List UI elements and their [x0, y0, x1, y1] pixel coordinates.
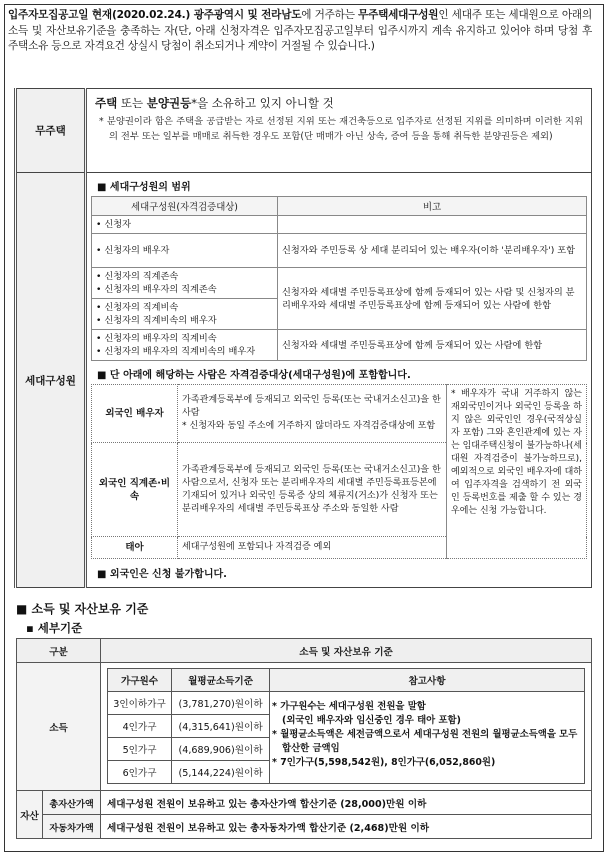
foreign-side-note: * 배우자가 국내 거주하지 않는 재외국민이거나 외국인 등록을 하지 않은 외국인인 경우(국적상실자 포함) 그와 혼인관계에 있는 자는 임대주택신청이 불가능하나(세대원 자격검증이 불가능하므로), 예외적으로 외국인 배우자에 대하여 입주자격을 검색하기 전 외국인 등록번호를 제출 할 수 있는 경우에는 신청 가능합니다. [447, 385, 587, 559]
section-title: ■ 소득 및 자산보유 기준 [16, 602, 149, 616]
household-scope-table [91, 196, 587, 361]
fetus-text: 세대구성원에 포함되나 자격검증 예외 [178, 537, 447, 559]
household-scope-title: ■ 세대구성원의 범위 [97, 182, 191, 193]
income-members: 4인가구 [108, 715, 172, 738]
no-house-title-b: 또는 [117, 96, 147, 110]
member-cell [92, 216, 278, 234]
intro-text: 에 거주하는 [301, 9, 359, 21]
ref-larger-households: * 7인가구(5,598,542원), 8인가구(6,052,860원) [272, 757, 496, 768]
col-type-header: 구분 [17, 639, 101, 663]
col-members-header: 가구원수 [108, 669, 172, 692]
no-house-note: * 분양권이라 함은 주택을 공급받는 자로 선정된 지위 또는 재건축등으로 입주자로 선정된 지위를 의미하며 이러한 지위의 전부 또는 일부를 매매로 취득한 경우도 포함(단 매매가 아닌 상속, 증여 등을 통해 취득한 분양권등은 제외) [99, 116, 583, 142]
member-item: • 신청자의 직계비속의 배우자 [96, 314, 273, 327]
no-house-title-a: 주택 [95, 96, 118, 110]
include-title: ■ 단 아래에 해당하는 사람은 자격검증대상(세대구성원)에 포함합니다. [97, 370, 411, 381]
member-cell [92, 268, 278, 299]
col-member-header: 세대구성원(자격검증대상) [92, 197, 278, 216]
household-label: 세대구성원 [16, 173, 86, 588]
income-members: 5인가구 [108, 738, 172, 761]
income-members: 6인가구 [108, 761, 172, 784]
foreign-ban: ■ 외국인은 신청 불가합니다. [97, 569, 227, 580]
no-house-title [87, 89, 591, 113]
income-amount: (3,781,270)원이하 [172, 692, 270, 715]
member-item: • 신청자의 배우자의 직계존속 [96, 283, 273, 296]
ref-monthly: * 월평균소득액은 세전금액으로서 세대구성원 전원의 월평균소득액을 모두 합산한 금액임 [272, 729, 578, 754]
member-cell [92, 330, 278, 361]
asset-label: 자산 [17, 791, 43, 839]
income-amount: (5,144,224)원이하 [172, 761, 270, 784]
eligibility-table [14, 88, 592, 588]
income-subtable [107, 668, 585, 784]
col-note-header: 비고 [278, 197, 587, 216]
foreign-spouse-text: 가족관계등록부에 등재되고 외국인 등록(또는 국내거소신고)을 한 사람 * 신청자와 동일 주소에 거주하지 않더라도 자격검증대상에 포함 [178, 385, 447, 443]
income-label: 소득 [17, 663, 101, 791]
income-content [101, 663, 592, 791]
member-note [278, 216, 587, 234]
intro-keyword: 무주택세대구성원 [358, 9, 439, 21]
income-amount: (4,689,906)원이하 [172, 738, 270, 761]
income-asset-table [16, 638, 592, 839]
member-cell [92, 234, 278, 268]
household-content [86, 173, 592, 588]
fetus-label: 태아 [92, 537, 178, 559]
income-amount: (4,315,641)원이하 [172, 715, 270, 738]
intro-text-rest: 인 세대주 또는 세대원으로 아래의 소득 및 자산보유기준을 충족하는 자(단, 아래 신청자격은 입주자모집공고일부터 입주시까지 계속 유지하고 있어야 하며 당첨 후 주택소유 등으로 자격요건 상실시 당첨이 취소되거나 계약이 거절될 수 있습니다.) [8, 9, 592, 53]
foreign-spouse-label: 외국인 배우자 [92, 385, 178, 443]
member-item: • 신청자의 직계비속 [96, 301, 273, 314]
car-label: 자동차가액 [43, 815, 101, 839]
foreign-lineal-label: 외국인 직계존·비속 [92, 443, 178, 537]
car-text: 세대구성원 전원이 보유하고 있는 총자동차가액 합산기준 (2,468)만원 이하 [101, 815, 592, 839]
income-members: 3인이하가구 [108, 692, 172, 715]
no-house-title-c: 분양권등 [146, 96, 192, 110]
foreign-lineal-text: 가족관계등록부에 등재되고 외국인 등록(또는 국내거소신고)을 한 사람으로서, 신청자 또는 분리배우자의 세대별 주민등록표등본에 기재되어 있거나 외국인 등록증 상의 체류지(거소)가 신청자 또는 분리배우자의 세대별 주민등록표상 주소와 동일한 사람 [178, 443, 447, 537]
col-ref-header: 참고사항 [270, 669, 585, 692]
no-house-title-d: *을 소유하고 있지 아니할 것 [191, 96, 334, 110]
subsection-title: ▪ 세부기준 [26, 621, 83, 635]
col-monthly-header: 월평균소득기준 [172, 669, 270, 692]
intro-date-region: 입주자모집공고일 현재(2020.02.24.) 광주광역시 및 전라남도 [8, 9, 302, 21]
col-std-header: 소득 및 자산보유 기준 [101, 639, 592, 663]
no-house-label: 무주택 [16, 89, 86, 173]
ref-household-sub: (외국인 배우자와 임신중인 경우 태아 포함) [282, 715, 461, 726]
member-item: • 신청자의 배우자 [96, 245, 169, 256]
member-item: • 신청자의 직계존속 [96, 270, 273, 283]
income-reference [270, 692, 585, 784]
member-item: • 신청자 [96, 219, 131, 230]
member-item: • 신청자의 배우자의 직계비속 [96, 332, 273, 345]
member-note: 신청자와 세대별 주민등록표상에 함께 등재되어 있는 사람 및 신청자의 분리배우자와 세대별 주민등록표상에 함께 등재되어 있는 사람에 한함 [278, 268, 587, 330]
total-asset-text: 세대구성원 전원이 보유하고 있는 총자산가액 합산기준 (28,000)만원 이하 [101, 791, 592, 815]
foreign-table [91, 384, 587, 559]
intro-paragraph [8, 8, 592, 55]
member-item: • 신청자의 배우자의 직계비속의 배우자 [96, 345, 273, 358]
no-house-content [86, 89, 592, 173]
total-asset-label: 총자산가액 [43, 791, 101, 815]
member-note: 신청자와 세대별 주민등록표상에 함께 등재되어 있는 사람에 한함 [278, 330, 587, 361]
member-note: 신청자와 주민등록 상 세대 분리되어 있는 배우자(이하 '분리배우자') 포함 [278, 234, 587, 268]
member-cell [92, 299, 278, 330]
ref-household: * 가구원수는 세대구성원 전원을 말함 [272, 701, 426, 712]
